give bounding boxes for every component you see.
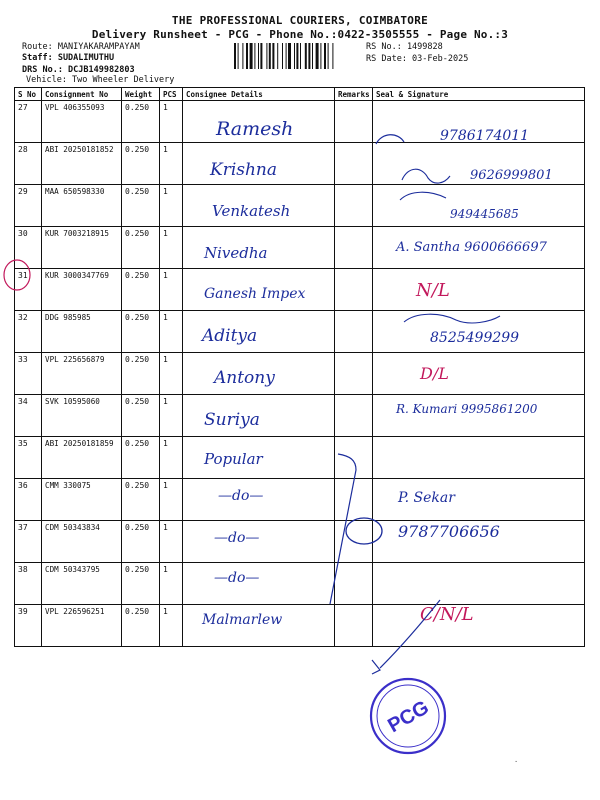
- handwritten-consignee: Ramesh: [216, 118, 294, 140]
- barcode-bar: [308, 43, 310, 69]
- handwritten-signature: P. Sekar: [398, 490, 455, 506]
- cell-weight: 0.250: [122, 521, 160, 563]
- handwritten-consignee: Nivedha: [204, 244, 268, 262]
- handwritten-signature: 9626999801: [470, 168, 553, 183]
- table-row: [15, 311, 585, 353]
- handwritten-ditto: —do—: [214, 570, 260, 586]
- page-mark: ·: [514, 758, 519, 766]
- col-consignee: Consignee Details: [183, 88, 335, 101]
- cell-remarks: [335, 395, 373, 437]
- cell-sno: 30: [15, 227, 42, 269]
- cell-sno: 29: [15, 185, 42, 227]
- handwritten-signature: A. Santha 9600666697: [396, 240, 547, 255]
- cell-signature: [373, 269, 585, 311]
- barcode-bar: [272, 43, 274, 69]
- cell-sno: 33: [15, 353, 42, 395]
- cell-sno: 32: [15, 311, 42, 353]
- cell-consignee: [183, 311, 335, 353]
- table-row: [15, 353, 585, 395]
- cell-sno: 37: [15, 521, 42, 563]
- cell-signature: [373, 101, 585, 143]
- cell-consignment: CMM 330075: [42, 479, 122, 521]
- cell-consignment: CDM 50343834: [42, 521, 122, 563]
- cell-remarks: [335, 353, 373, 395]
- handwritten-signature: 9787706656: [398, 522, 500, 541]
- cell-signature: [373, 227, 585, 269]
- col-remarks: Remarks: [335, 88, 373, 101]
- cell-remarks: [335, 185, 373, 227]
- barcode-bar: [258, 43, 259, 69]
- cell-consignee: [183, 437, 335, 479]
- cell-consignment: ABI 20250181859: [42, 437, 122, 479]
- handwritten-ditto: —do—: [214, 530, 260, 546]
- cell-consignment: DDG 985985: [42, 311, 122, 353]
- handwritten-consignee: Popular: [204, 450, 263, 468]
- barcode-bar: [238, 43, 239, 69]
- cell-signature: [373, 353, 585, 395]
- handwritten-consignee: Krishna: [210, 160, 278, 180]
- cell-signature: [373, 521, 585, 563]
- table-row: [15, 605, 585, 647]
- arrow-head: [372, 660, 380, 674]
- barcode-bar: [316, 43, 319, 69]
- cell-remarks: [335, 605, 373, 647]
- cell-remarks: [335, 437, 373, 479]
- cell-weight: 0.250: [122, 143, 160, 185]
- barcode-bar: [332, 43, 333, 69]
- cell-remarks: [335, 269, 373, 311]
- table-row: [15, 479, 585, 521]
- rs-number: RS No.: 1499828: [366, 42, 443, 52]
- barcode-bar: [300, 43, 301, 69]
- cell-consignment: KUR 3000347769: [42, 269, 122, 311]
- cell-consignee: [183, 395, 335, 437]
- cell-consignment: VPL 226596251: [42, 605, 122, 647]
- handwritten-remark: D/L: [420, 364, 449, 383]
- barcode-image: [234, 43, 360, 69]
- cell-signature: [373, 563, 585, 605]
- cell-signature: [373, 185, 585, 227]
- cell-pcs: 1: [160, 269, 183, 311]
- cell-weight: 0.250: [122, 563, 160, 605]
- cell-consignee: [183, 563, 335, 605]
- cell-pcs: 1: [160, 227, 183, 269]
- cell-pcs: 1: [160, 479, 183, 521]
- cell-sno: 39: [15, 605, 42, 647]
- barcode-bar: [250, 43, 253, 69]
- cell-pcs: 1: [160, 395, 183, 437]
- cell-remarks: [335, 479, 373, 521]
- runsheet-subtitle: Delivery Runsheet - PCG - Phone No.:0422-3505555 - Page No.:3: [91, 28, 509, 41]
- cell-remarks: [335, 227, 373, 269]
- col-weight: Weight: [122, 88, 160, 101]
- cell-signature: [373, 605, 585, 647]
- table-row: [15, 101, 585, 143]
- cell-consignee: [183, 353, 335, 395]
- handwritten-consignee: Aditya: [202, 326, 258, 346]
- barcode-bar: [296, 43, 298, 69]
- handwritten-consignee: Malmarlew: [202, 612, 283, 628]
- barcode-bar: [260, 43, 262, 69]
- table-row: [15, 437, 585, 479]
- cell-consignment: VPL 225656879: [42, 353, 122, 395]
- barcode-bar: [234, 43, 236, 69]
- table-row: [15, 563, 585, 605]
- barcode-bar: [277, 43, 278, 69]
- table-row: [15, 185, 585, 227]
- barcode-bar: [282, 43, 283, 69]
- cell-weight: 0.250: [122, 227, 160, 269]
- cell-weight: 0.250: [122, 437, 160, 479]
- cell-pcs: 1: [160, 185, 183, 227]
- cell-signature: [373, 437, 585, 479]
- cell-consignment: CDM 50343795: [42, 563, 122, 605]
- cell-weight: 0.250: [122, 605, 160, 647]
- handwritten-signature: 949445685: [450, 207, 519, 221]
- cell-consignment: KUR 7003218915: [42, 227, 122, 269]
- cell-remarks: [335, 521, 373, 563]
- cell-signature: [373, 311, 585, 353]
- barcode-bar: [328, 43, 329, 69]
- table-row: [15, 521, 585, 563]
- cell-consignment: VPL 406355093: [42, 101, 122, 143]
- table-header-row: [15, 88, 585, 101]
- staff-label: Staff: SUDALIMUTHU: [22, 53, 115, 63]
- handwritten-signature: 8525499299: [430, 330, 520, 346]
- cell-sno: 36: [15, 479, 42, 521]
- handwritten-consignee: Antony: [214, 368, 275, 388]
- cell-consignee: [183, 605, 335, 647]
- col-consignment: Consignment No: [42, 88, 122, 101]
- handwritten-consignee: Suriya: [204, 410, 260, 430]
- cell-weight: 0.250: [122, 185, 160, 227]
- cell-weight: 0.250: [122, 353, 160, 395]
- cell-sno: 38: [15, 563, 42, 605]
- barcode-bar: [305, 43, 307, 69]
- route-label: Route: MANIYAKARAMPAYAM: [22, 42, 140, 52]
- barcode-bar: [269, 43, 271, 69]
- cell-pcs: 1: [160, 563, 183, 605]
- cell-weight: 0.250: [122, 395, 160, 437]
- handwritten-signature: R. Kumari 9995861200: [396, 402, 538, 416]
- cell-pcs: 1: [160, 143, 183, 185]
- cell-consignee: [183, 269, 335, 311]
- cell-signature: [373, 143, 585, 185]
- cell-consignment: SVK 10595060: [42, 395, 122, 437]
- cell-consignee: [183, 227, 335, 269]
- cell-pcs: 1: [160, 311, 183, 353]
- table-row: [15, 395, 585, 437]
- cell-pcs: 1: [160, 605, 183, 647]
- barcode-bar: [324, 43, 326, 69]
- cell-signature: [373, 479, 585, 521]
- cell-consignee: [183, 521, 335, 563]
- company-title: THE PROFESSIONAL COURIERS, COIMBATORE: [171, 14, 429, 27]
- barcode-bar: [312, 43, 313, 69]
- cell-signature: [373, 395, 585, 437]
- vehicle-label: Vehicle: Two Wheeler Delivery: [26, 75, 175, 85]
- cell-remarks: [335, 101, 373, 143]
- barcode-bar: [266, 43, 267, 69]
- col-pcs: PCS: [160, 88, 183, 101]
- cell-remarks: [335, 311, 373, 353]
- col-seal-signature: Seal & Signature: [373, 88, 585, 101]
- barcode-bar: [286, 43, 287, 69]
- stamp-text: PCG: [384, 696, 433, 738]
- handwritten-ditto: —do—: [218, 488, 264, 504]
- barcode-bar: [294, 43, 295, 69]
- cell-remarks: [335, 143, 373, 185]
- barcode-bar: [288, 43, 291, 69]
- barcode-bar: [246, 43, 248, 69]
- cell-sno: 31: [15, 269, 42, 311]
- cell-consignee: [183, 101, 335, 143]
- table-row: [15, 227, 585, 269]
- cell-pcs: 1: [160, 101, 183, 143]
- handwritten-signature: 9786174011: [440, 128, 530, 144]
- rs-date: RS Date: 03-Feb-2025: [366, 54, 469, 64]
- table-row: [15, 269, 585, 311]
- runsheet-table: [14, 87, 585, 647]
- cell-weight: 0.250: [122, 311, 160, 353]
- cell-pcs: 1: [160, 521, 183, 563]
- table-row: [15, 143, 585, 185]
- cell-consignee: [183, 143, 335, 185]
- handwritten-consignee: Ganesh Impex: [204, 286, 306, 302]
- cell-consignee: [183, 479, 335, 521]
- barcode-bar: [242, 43, 243, 69]
- cell-pcs: 1: [160, 353, 183, 395]
- barcode-bar: [320, 43, 321, 69]
- cell-weight: 0.250: [122, 269, 160, 311]
- cell-consignee: [183, 185, 335, 227]
- cell-remarks: [335, 563, 373, 605]
- barcode-bar: [254, 43, 255, 69]
- handwritten-remark: N/L: [416, 280, 450, 301]
- col-sno: S No: [15, 88, 42, 101]
- cell-weight: 0.250: [122, 101, 160, 143]
- handwritten-consignee: Venkatesh: [212, 202, 291, 220]
- cell-consignment: MAA 650598330: [42, 185, 122, 227]
- handwritten-remark: C/N/L: [420, 604, 474, 625]
- cell-sno: 35: [15, 437, 42, 479]
- cell-consignment: ABI 20250181852: [42, 143, 122, 185]
- pcg-stamp: [368, 676, 448, 756]
- cell-sno: 34: [15, 395, 42, 437]
- cell-weight: 0.250: [122, 479, 160, 521]
- drs-label: DRS No.: DCJB149982803: [22, 65, 135, 75]
- cell-sno: 27: [15, 101, 42, 143]
- cell-sno: 28: [15, 143, 42, 185]
- cell-pcs: 1: [160, 437, 183, 479]
